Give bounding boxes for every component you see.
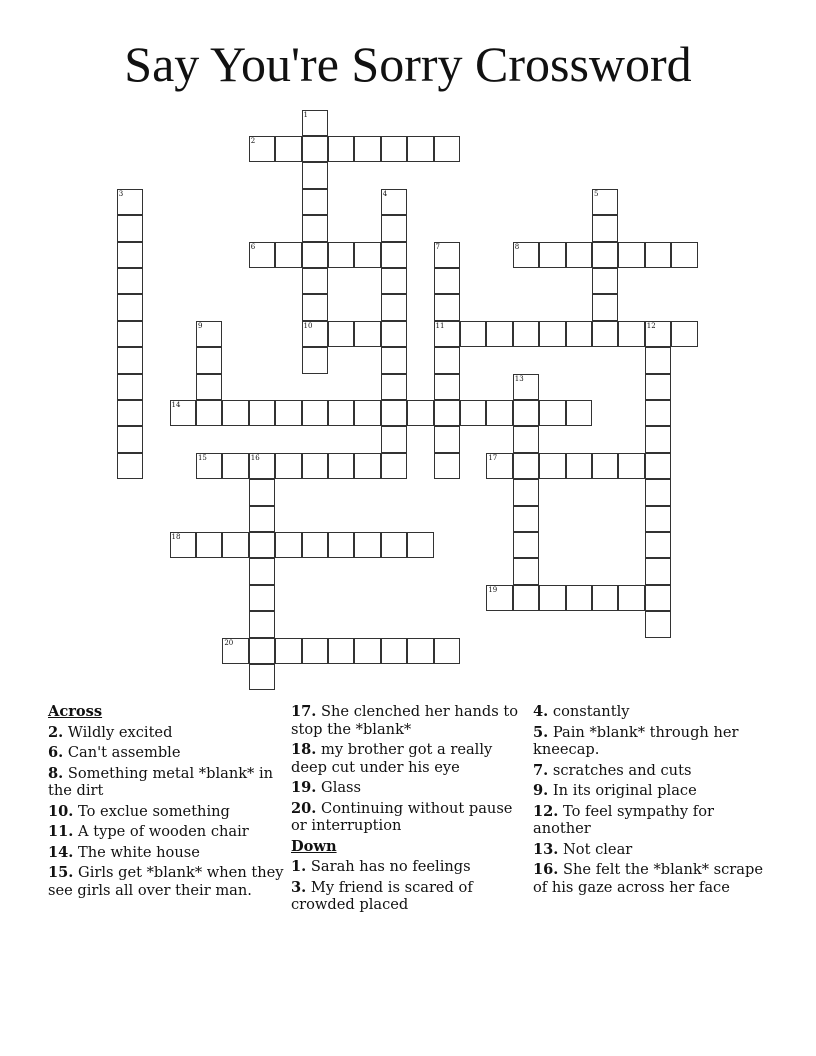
crossword-cell[interactable] [117,242,143,268]
page-title: Say You're Sorry Crossword [124,36,692,92]
crossword-cell[interactable] [381,453,407,479]
crossword-cell[interactable] [275,400,301,426]
crossword-cell[interactable] [302,136,328,162]
crossword-cell[interactable] [671,242,697,268]
crossword-cell[interactable] [592,321,618,347]
crossword-cell[interactable] [249,585,275,611]
clue-number: 4. [533,703,549,720]
crossword-cell[interactable] [407,638,433,664]
crossword-cell[interactable] [196,532,222,558]
crossword-cell[interactable] [354,400,380,426]
clue-across-15 [48,864,286,899]
crossword-cell[interactable] [302,268,328,294]
crossword-cell[interactable] [117,347,143,373]
clue-down-1 [291,858,529,876]
clue-number: 12. [533,802,559,820]
clue-text: To feel sympathy for another [533,802,714,837]
crossword-cell[interactable] [434,453,460,479]
crossword-cell[interactable] [249,664,275,690]
crossword-cell[interactable] [513,479,539,505]
crossword-cell[interactable] [354,242,380,268]
clue-text: my brother got a really deep cut under his eye [291,741,493,776]
clue-text: scratches and cuts [552,761,692,779]
crossword-cell[interactable] [618,321,644,347]
crossword-cell[interactable] [222,400,248,426]
clue-number: 2. [48,723,64,741]
crossword-cell[interactable] [486,400,512,426]
crossword-cell[interactable] [381,426,407,452]
crossword-cell[interactable] [117,426,143,452]
crossword-cell[interactable] [513,506,539,532]
cell-number: 18 [171,532,181,541]
crossword-cell[interactable] [196,374,222,400]
crossword-cell[interactable] [117,321,143,347]
crossword-cell[interactable] [645,506,671,532]
crossword-cell[interactable] [592,215,618,241]
crossword-cell[interactable] [592,242,618,268]
crossword-cell[interactable] [117,374,143,400]
clue-across-18 [291,741,529,776]
clue-number: 18. [291,741,317,758]
crossword-cell[interactable] [328,400,354,426]
crossword-cell[interactable] [592,294,618,320]
crossword-cell[interactable] [566,400,592,426]
crossword-cell[interactable] [645,374,671,400]
clue-across-2 [48,724,286,742]
crossword-cell[interactable] [249,638,275,664]
crossword-cell[interactable] [381,215,407,241]
crossword-cell[interactable] [302,294,328,320]
clue-number: 9. [533,782,549,799]
crossword-cell[interactable] [354,532,380,558]
crossword-cell[interactable] [249,558,275,584]
crossword-cell[interactable] [407,400,433,426]
crossword-cell[interactable] [618,242,644,268]
crossword-cell[interactable] [566,453,592,479]
crossword-cell[interactable] [275,242,301,268]
clue-across-14 [48,844,286,862]
clue-text: A type of wooden chair [78,823,249,840]
clue-number: 15. [48,864,74,881]
crossword-cell[interactable] [249,479,275,505]
clue-number: 14. [48,843,74,861]
clue-across-8 [48,765,286,800]
crossword-cell[interactable] [117,453,143,479]
clue-text: To exclue something [78,802,230,820]
crossword-cell[interactable] [460,400,486,426]
clue-down-3 [291,879,529,914]
crossword-cell[interactable] [249,506,275,532]
clue-text: Girls get *blank* when they see girls all over their man. [48,864,284,899]
crossword-cell[interactable] [381,294,407,320]
crossword-cell[interactable] [381,638,407,664]
cell-number: 3 [118,189,124,198]
crossword-cell[interactable] [249,400,275,426]
clue-text: Continuing without pause or interruption [291,799,513,834]
crossword-cell[interactable] [302,638,328,664]
crossword-cell[interactable] [513,426,539,452]
clue-text: Not clear [563,840,633,858]
cell-number: 12 [646,321,656,330]
cell-number: 5 [593,189,599,198]
cell-number: 15 [197,453,207,462]
clue-number: 3. [291,878,307,896]
crossword-cell[interactable] [275,136,301,162]
clue-text: Something metal *blank* in the dirt [48,764,274,799]
crossword-cell[interactable] [539,585,565,611]
crossword-cell[interactable] [249,532,275,558]
crossword-cell[interactable] [328,453,354,479]
crossword-cell[interactable] [513,374,539,400]
clue-text: My friend is scared of crowded placed [291,878,473,913]
crossword-cell[interactable] [513,558,539,584]
clue-number: 16. [533,861,559,878]
crossword-cell[interactable] [381,268,407,294]
crossword-cell[interactable] [645,242,671,268]
crossword-cell[interactable] [434,426,460,452]
crossword-cell[interactable] [381,347,407,373]
clue-across-11 [48,823,286,841]
clue-across-20 [291,800,529,835]
crossword-cell[interactable] [302,242,328,268]
crossword-cell[interactable] [170,400,196,426]
clue-text: Sarah has no feelings [310,858,471,875]
cell-number: 7 [435,242,441,251]
crossword-cell[interactable] [539,321,565,347]
clue-text: constantly [552,703,630,720]
crossword-cell[interactable] [196,321,222,347]
crossword-cell[interactable] [645,453,671,479]
crossword-cell[interactable] [592,585,618,611]
crossword-cell[interactable] [249,136,275,162]
crossword-cell[interactable] [566,242,592,268]
clue-number: 7. [533,761,549,779]
crossword-cell[interactable] [434,400,460,426]
crossword-cell[interactable] [302,400,328,426]
crossword-cell[interactable] [407,532,433,558]
clue-number: 20. [291,799,317,817]
crossword-cell[interactable] [249,611,275,637]
crossword-cell[interactable] [381,374,407,400]
clue-text: She felt the *blank* scrape of his gaze across her face [533,861,763,896]
crossword-cell[interactable] [618,585,644,611]
clue-across-10 [48,803,286,821]
crossword-cell[interactable] [566,585,592,611]
crossword-cell[interactable] [513,453,539,479]
crossword-cell[interactable] [354,638,380,664]
crossword-cell[interactable] [302,189,328,215]
crossword-cell[interactable] [434,638,460,664]
cell-number: 2 [250,136,256,145]
crossword-cell[interactable] [302,162,328,188]
cell-number: 1 [303,110,309,119]
clue-number: 10. [48,802,74,820]
crossword-cell[interactable] [381,532,407,558]
crossword-cell[interactable] [381,400,407,426]
clue-number: 13. [533,840,559,858]
crossword-cell[interactable] [117,268,143,294]
clue-number: 17. [291,703,317,720]
crossword-cell[interactable] [645,611,671,637]
clue-column-2 [291,703,529,917]
crossword-cell[interactable] [354,321,380,347]
clue-number: 6. [48,744,64,761]
crossword-cell[interactable] [618,453,644,479]
crossword-cell[interactable] [275,532,301,558]
crossword-cell[interactable] [302,321,328,347]
crossword-cell[interactable] [117,189,143,215]
crossword-cell[interactable] [434,321,460,347]
clue-text: In its original place [552,782,697,799]
clue-column-1 [48,703,286,902]
cell-number: 11 [435,321,445,330]
cell-number: 9 [197,321,203,330]
crossword-cell[interactable] [249,242,275,268]
crossword-cell[interactable] [645,479,671,505]
clue-down-16 [533,861,771,896]
crossword-cell[interactable] [170,532,196,558]
clue-number: 8. [48,764,64,782]
crossword-cell[interactable] [486,585,512,611]
crossword-cell[interactable] [434,268,460,294]
crossword-cell[interactable] [513,242,539,268]
clue-down-7 [533,762,771,780]
across-heading: Across [48,703,103,720]
clue-text: Can't assemble [67,744,181,761]
crossword-cell[interactable] [539,453,565,479]
clue-across-19 [291,779,529,797]
cell-number: 20 [224,638,234,647]
crossword-cell[interactable] [513,585,539,611]
clue-down-13 [533,841,771,859]
crossword-cell[interactable] [222,453,248,479]
crossword-cell[interactable] [645,347,671,373]
crossword-cell[interactable] [434,242,460,268]
crossword-cell[interactable] [302,110,328,136]
clue-number: 1. [291,858,307,875]
crossword-cell[interactable] [645,321,671,347]
crossword-cell[interactable] [539,400,565,426]
crossword-cell[interactable] [645,585,671,611]
crossword-cell[interactable] [513,532,539,558]
crossword-cell[interactable] [460,321,486,347]
crossword-cell[interactable] [645,400,671,426]
clue-across-6 [48,744,286,762]
clue-down-4 [533,703,771,721]
crossword-cell[interactable] [249,453,275,479]
crossword-cell[interactable] [486,453,512,479]
crossword-cell[interactable] [275,638,301,664]
clue-down-12 [533,803,771,838]
crossword-cell[interactable] [434,294,460,320]
clue-number: 5. [533,723,549,741]
cell-number: 16 [250,453,260,462]
cell-number: 8 [514,242,520,251]
crossword-cell[interactable] [645,426,671,452]
crossword-cell[interactable] [117,294,143,320]
cell-number: 6 [250,242,256,251]
crossword-cell[interactable] [302,453,328,479]
crossword-cell[interactable] [117,400,143,426]
crossword-cell[interactable] [407,136,433,162]
clue-down-9 [533,782,771,800]
crossword-cell[interactable] [222,638,248,664]
crossword-cell[interactable] [539,242,565,268]
clue-text: Pain *blank* through her kneecap. [533,723,739,758]
crossword-cell[interactable] [328,321,354,347]
down-heading: Down [291,837,337,855]
crossword-cell[interactable] [196,400,222,426]
crossword-cell[interactable] [434,374,460,400]
cell-number: 4 [382,189,388,198]
clue-text: She clenched her hands to stop the *blank* [291,703,519,738]
cell-number: 17 [488,453,498,462]
crossword-cell[interactable] [645,558,671,584]
crossword-cell[interactable] [302,215,328,241]
cell-number: 10 [303,321,313,330]
crossword-cell[interactable] [196,453,222,479]
crossword-cell[interactable] [328,532,354,558]
clue-text: Glass [321,779,362,796]
crossword-cell[interactable] [354,136,380,162]
crossword-cell[interactable] [592,189,618,215]
clue-column-3 [533,703,771,899]
crossword-cell[interactable] [486,321,512,347]
clue-down-5 [533,724,771,759]
crossword-cell[interactable] [275,453,301,479]
crossword-cell[interactable] [302,347,328,373]
crossword-cell[interactable] [117,215,143,241]
clue-number: 19. [291,779,317,796]
crossword-cell[interactable] [671,321,697,347]
crossword-cell[interactable] [513,321,539,347]
crossword-cell[interactable] [592,453,618,479]
crossword-cell[interactable] [434,136,460,162]
crossword-cell[interactable] [434,347,460,373]
crossword-cell[interactable] [645,532,671,558]
cell-number: 13 [514,374,524,383]
crossword-cell[interactable] [222,532,248,558]
crossword-cell[interactable] [592,268,618,294]
crossword-cell[interactable] [354,453,380,479]
crossword-cell[interactable] [381,321,407,347]
crossword-cell[interactable] [381,136,407,162]
cell-number: 14 [171,400,181,409]
crossword-cell[interactable] [328,638,354,664]
crossword-cell[interactable] [196,347,222,373]
clue-text: Wildly excited [67,723,173,741]
crossword-cell[interactable] [381,242,407,268]
crossword-cell[interactable] [566,321,592,347]
crossword-cell[interactable] [381,189,407,215]
clue-number: 11. [48,823,74,840]
clue-across-17 [291,703,529,738]
crossword-cell[interactable] [328,242,354,268]
crossword-cell[interactable] [328,136,354,162]
clue-text: The white house [78,843,200,861]
crossword-cell[interactable] [513,400,539,426]
crossword-cell[interactable] [302,532,328,558]
cell-number: 19 [488,585,498,594]
